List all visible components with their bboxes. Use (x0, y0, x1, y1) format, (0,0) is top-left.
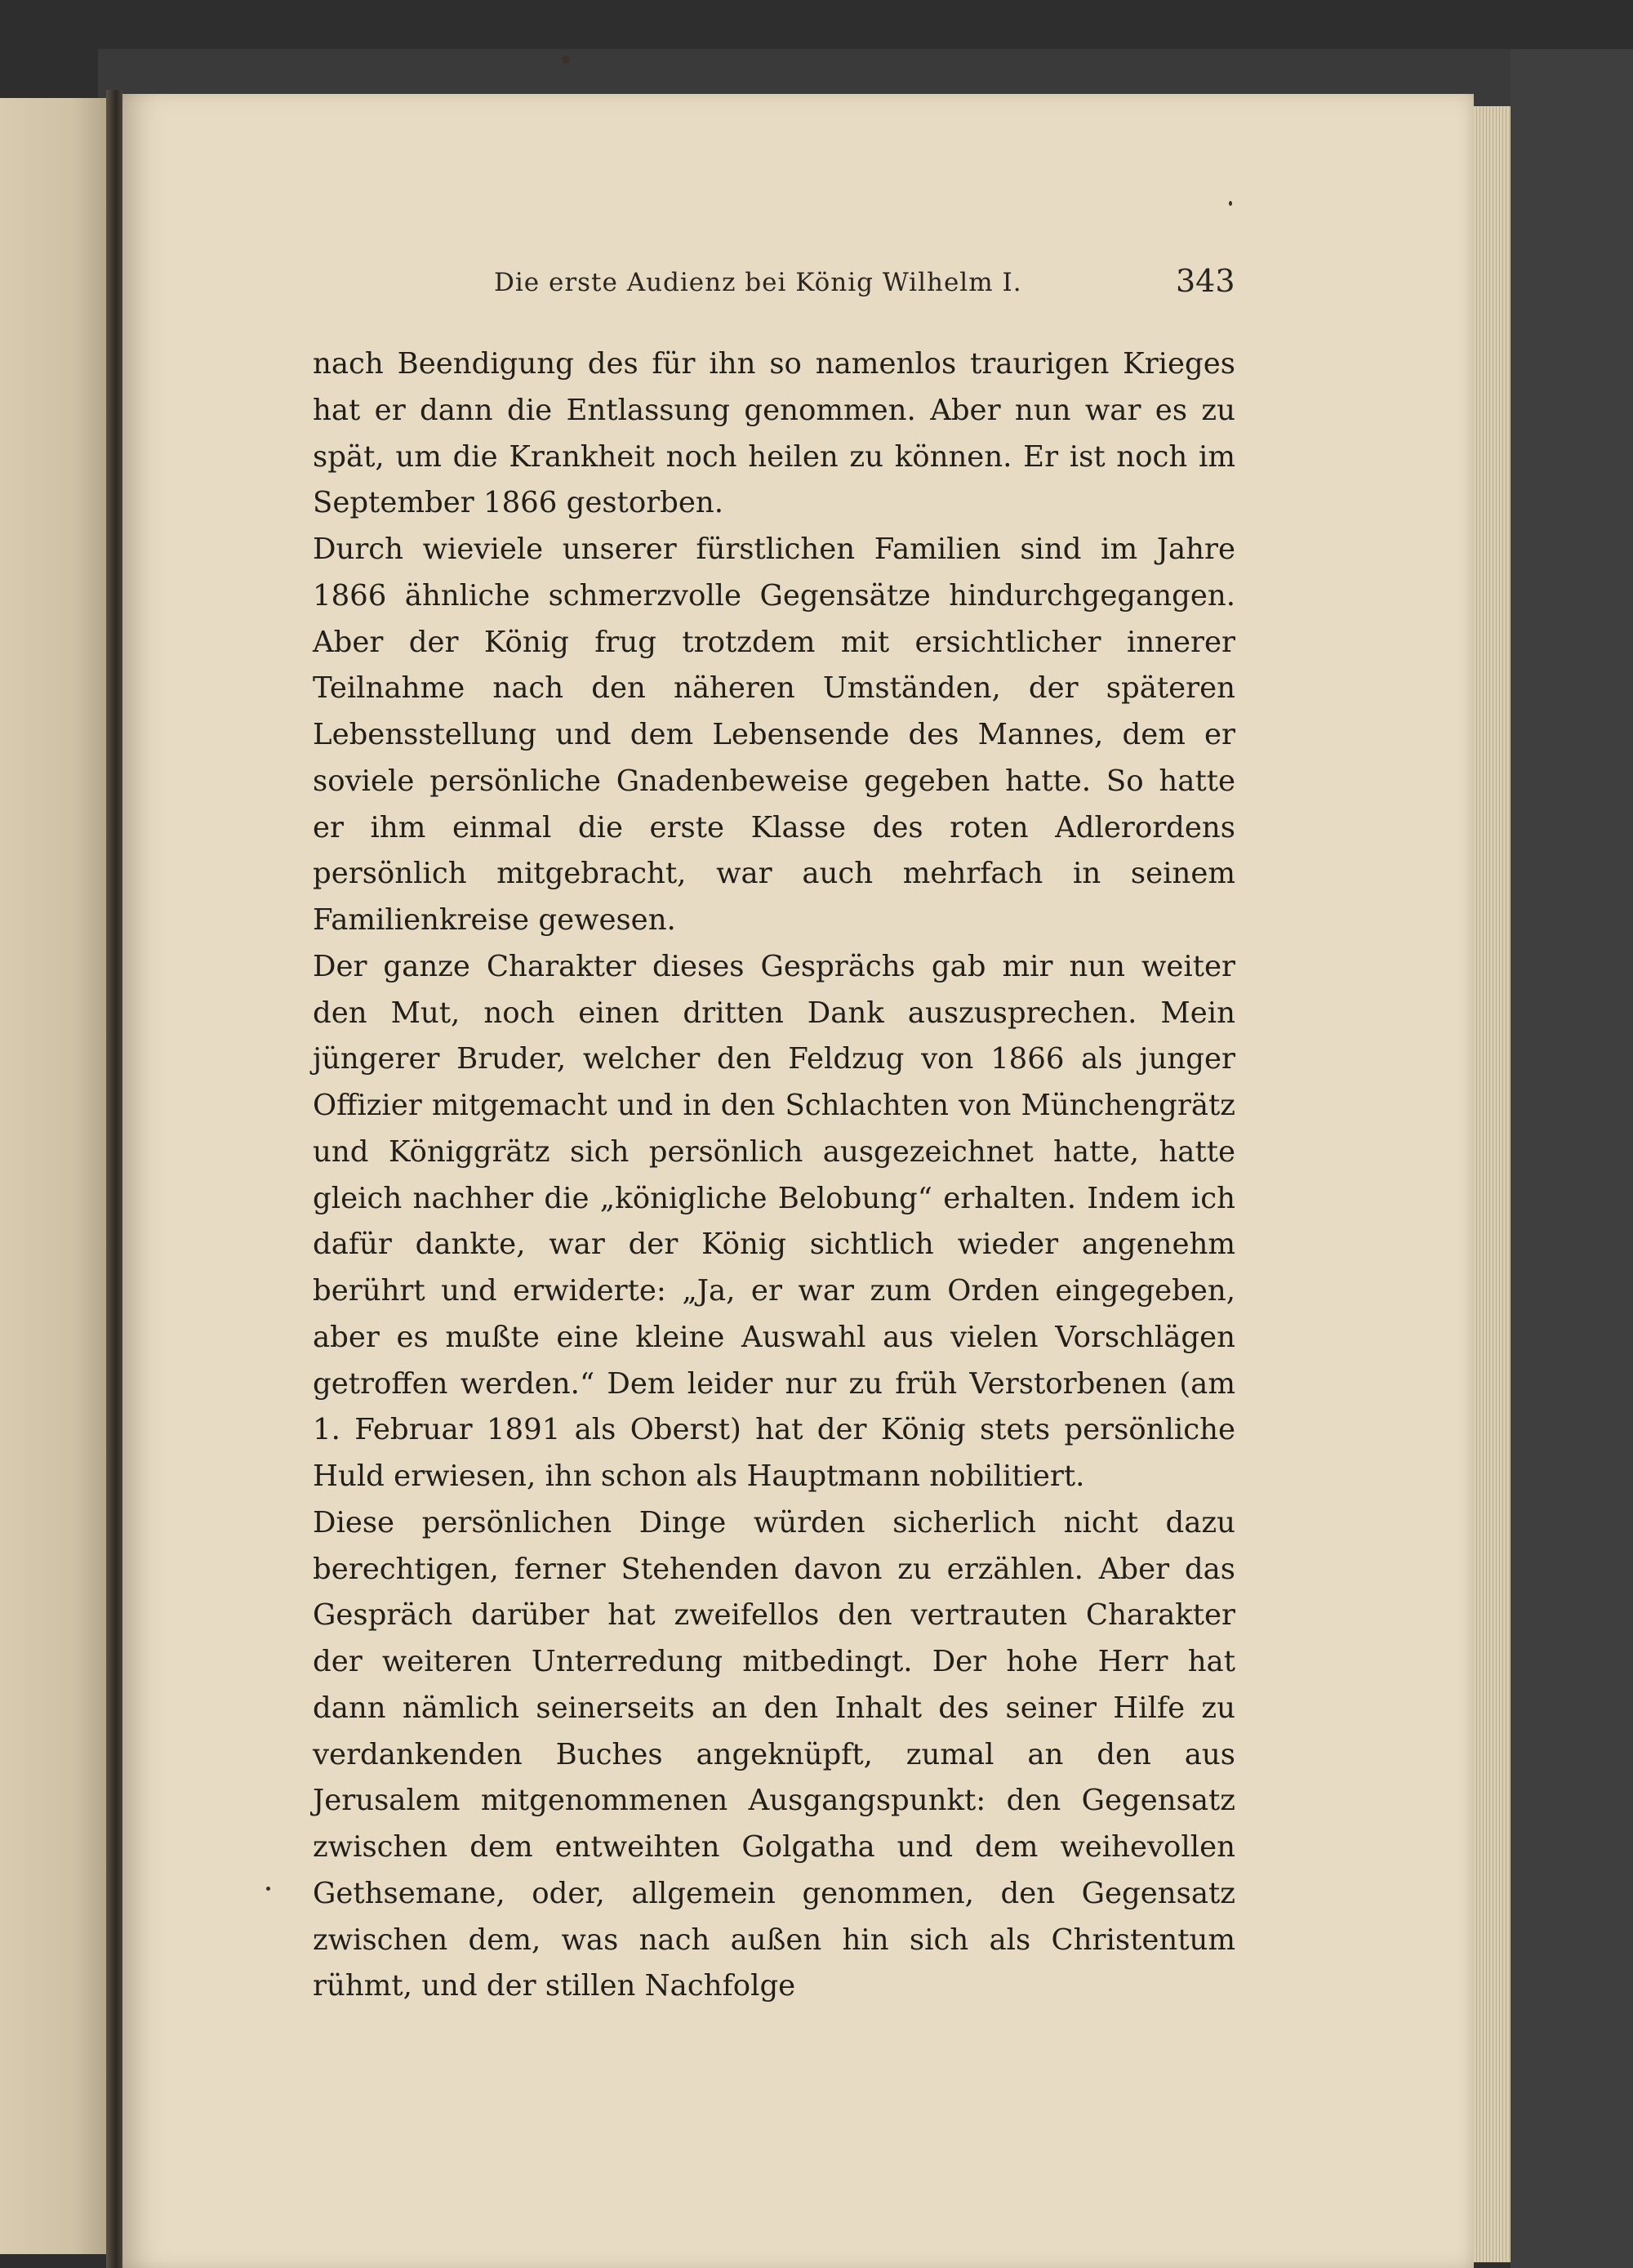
body-text (313, 341, 1235, 2010)
paragraph: Der ganze Charakter dieses Gesprächs gab mir nun weiter den Mut, noch einen dritten Dank auszusprechen. Mein jüngerer Bruder, welcher den Feldzug von 1866 als junger Offizier mitgemacht und in den Schlachten von Münchengrätz und Königgrätz sich persönlich ausgezeichnet hatte, hatte gleich nachher die „königliche Belobung“ erhalten. Indem ich dafür dankte, war der König sichtlich wieder angenehm berührt und erwiderte: „Ja, er war zum Orden eingegeben, aber es mußte eine kleine Auswahl aus vielen Vorschlägen getroffen werden.“ Dem leider nur zu früh Verstorbenen (am 1. Februar 1891 als Oberst) hat der König stets persönliche Huld erwiesen, ihn schon als Hauptmann nobilitiert. (313, 949, 1235, 1493)
paragraph: Diese persönlichen Dinge würden sicherlich nicht dazu berechtigen, ferner Stehenden davon zu erzählen. Aber das Gespräch darüber hat zweifellos den vertrauten Charakter der weiteren Unterredung mitbedingt. Der hohe Herr hat dann nämlich seinerseits an den Inhalt des seiner Hilfe zu verdankenden Buches angeknüpft, zumal an den aus Jerusalem mitgenommenen Ausgangspunkt: den Gegensatz zwischen dem entweihten Golgatha und dem weihevollen Gethsemane, oder, allgemein genommen, den Gegensatz zwischen dem, was nach außen hin sich als Christentum rühmt, und der stillen Nachfolge (313, 1505, 1235, 2003)
paper-speck (562, 56, 570, 64)
book-gutter (106, 90, 122, 2268)
paper-speck (1229, 201, 1232, 206)
paragraph: Durch wieviele unserer fürstlichen Familien sind im Jahre 1866 ähnliche schmerzvolle Gegensätze hindurchgegangen. Aber der König frug trotzdem mit ersichtlicher innerer Teilnahme nach den näheren Umständen, der späteren Lebensstellung und dem Lebensende des Mannes, dem er soviele persönliche Gnadenbeweise gegeben hatte. So hatte er ihm einmal die erste Klasse des roten Adlerordens persönlich mitgebracht, war auch mehrfach in seinem Familienkreise gewesen. (313, 532, 1235, 937)
running-head: Die erste Audienz bei König Wilhelm I. (494, 268, 1022, 297)
page-number: 343 (1176, 263, 1235, 299)
book-cover-right (1511, 49, 1633, 2268)
paper-speck (266, 1887, 270, 1891)
page-edge-stack (1474, 106, 1511, 2262)
paragraph: nach Beendigung des für ihn so namenlos traurigen Krieges hat er dann die Entlassung genommen. Aber nun war es zu spät, um die Krankheit noch heilen zu können. Er ist noch im September 1866 gestorben. (313, 347, 1235, 520)
left-facing-page (0, 98, 122, 2254)
